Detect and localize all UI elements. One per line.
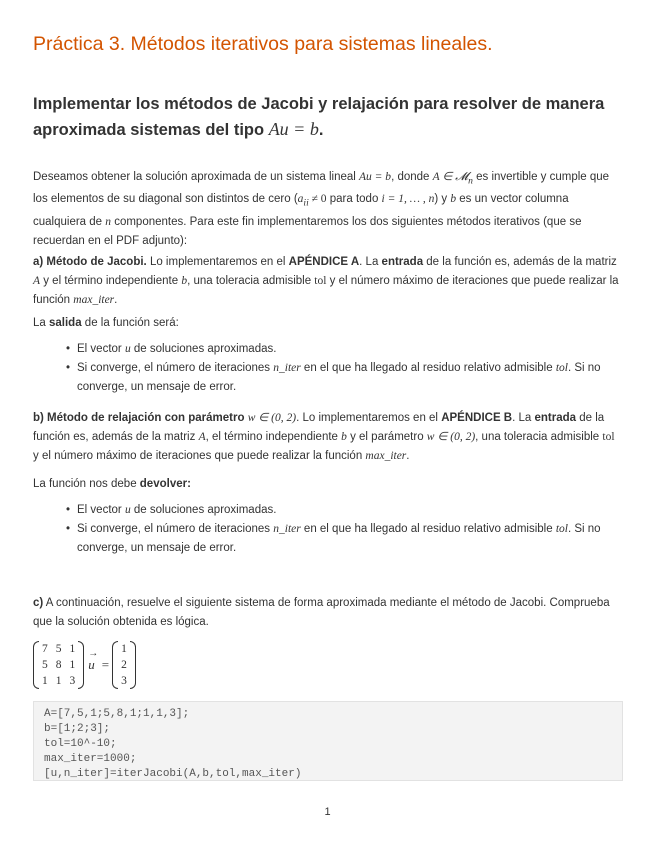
part-a-text: y el número máximo de iteraciones que puede realizar la función [33,275,619,306]
math-sub: ii [303,197,309,209]
part-b-text: . Lo implementaremos en el [296,412,442,424]
section-heading-end: . [318,121,324,139]
part-b-text: y el parámetro [346,431,427,443]
math-sub: n [468,175,473,187]
devolver-text: La función nos debe [33,478,140,490]
list-text: . Si no converge, un mensaje de error. [77,523,601,554]
part-b-label: b) Método de relajación con parámetro [33,412,248,424]
entrada-bold: entrada [381,256,424,268]
math-expr: n [105,215,111,228]
matrix-cell: 8 [55,659,62,671]
part-b-text: . La [512,412,535,424]
matrix-cell: 5 [55,643,62,655]
intro-text: para todo [326,193,382,206]
math-expr: max_iter [73,294,115,306]
list-text: en el que ha llegado al residuo relativo admisible [300,523,556,535]
entrada-bold: entrada [534,412,577,424]
math-expr: A [33,275,41,287]
matrix-cell: 1 [42,675,48,687]
matrix-cell: 7 [42,643,48,655]
devolver-paragraph [33,475,623,494]
math-expr: b [181,275,188,287]
math-expr: i = 1, … , n [381,193,435,206]
intro-text: es invertible y cumple que los elementos de su diagonal son distintos de cero ( [33,171,610,206]
list-text: de soluciones aproximadas. [130,504,277,516]
output-list-a [77,340,623,397]
part-c-paragraph [33,594,623,632]
vector-arrow-icon: → [88,648,99,659]
list-text: . Si no converge, un mensaje de error. [77,362,601,393]
appendix-a-ref: APÉNDICE A [288,256,360,268]
intro-text: ) y [434,193,451,206]
coefficient-matrix [33,641,84,689]
math-expr: max_iter [365,450,407,462]
rhs-vector [112,641,136,689]
part-a-label: a) Método de Jacobi. [33,256,147,268]
matrix-cell: 1 [69,643,76,655]
intro-text: , donde [391,171,433,183]
unknown-vector [88,648,99,673]
list-text: Si converge, el número de iteraciones [77,523,274,535]
part-c-text: A continuación, resuelve el siguiente sistema de forma aproximada mediante el método de Jacobi. Comprueba que la solución obtenida es lógica. [33,597,610,628]
math-expr: tol [602,431,615,443]
intro-paragraph [33,168,623,251]
part-b-text: y el número máximo de iteraciones que puede realizar la función [33,450,366,462]
section-heading-text: Implementar los métodos de Jacobi y relajación para resolver de manera aproximada sistemas del tipo [33,95,605,139]
list-text: El vector [77,343,125,355]
part-a-text: y el término independiente [40,275,182,287]
vector-symbol: u [88,657,95,672]
list-item [77,359,623,397]
part-b-paragraph [33,409,623,466]
devolver-bold: devolver: [139,478,191,490]
page-number: 1 [324,806,331,818]
salida-bold: salida [49,317,82,329]
list-item [77,520,623,558]
equals-sign: = [101,657,110,672]
intro-text: Deseamos obtener la solución aproximada de un sistema lineal [33,171,360,183]
part-a-text: . La [359,256,382,268]
math-expr: Au = b [359,171,392,183]
page-title: Práctica 3. Métodos iterativos para sistemas lineales. [33,33,493,55]
part-b-text: . [406,450,410,462]
math-expr: A ∈ 𝓜 [432,171,469,183]
salida-text: La [33,317,49,329]
part-a-text: . [114,294,118,306]
math-expr: w ∈ (0, 2) [426,431,476,443]
matrix-cell: 1 [55,675,62,687]
section-heading [33,92,623,143]
matrix-cell: 2 [121,659,127,671]
math-expr: tol [314,275,327,287]
linear-system [33,640,136,690]
math-expr: n_iter [273,523,301,535]
salida-paragraph [33,314,623,333]
matrix-cell: 1 [121,643,127,655]
intro-text: componentes. Para este fin implementaremos los dos siguientes métodos iterativos (que se recuerdan en el PDF adjunto): [33,215,582,247]
list-text: Si converge, el número de iteraciones [77,362,274,374]
part-b-text: , el término independiente [205,431,342,443]
math-expr: tol [555,362,568,374]
matrix-cell: 3 [69,675,76,687]
output-list-b [77,501,623,558]
appendix-b-ref: APÉNDICE B [441,412,513,424]
matrix-cell: 5 [42,659,48,671]
math-expr: w ∈ (0, 2) [247,412,297,424]
math-expr: b [450,193,457,206]
part-a-text: , una toleracia admisible [187,275,315,287]
list-text: de soluciones aproximadas. [130,343,277,355]
list-text: El vector [77,504,125,516]
part-a-text: Lo implementaremos en el [146,256,289,268]
matrix-cell: 1 [69,659,76,671]
section-heading-math: Au = b [268,119,319,139]
part-b-text: de la función es, además de la matriz [33,412,605,443]
math-expr: ≠ 0 [308,193,327,206]
math-expr: A [198,431,206,443]
intro-text: es un vector columna cualquiera de [33,193,569,228]
part-a-text: de la función es, además de la matriz [423,256,617,268]
matrix-cell: 3 [121,675,127,687]
math-expr: b [341,431,347,443]
code-block: A=[7,5,1;5,8,1;1,1,3]; b=[1;2;3]; tol=10^-10; max_iter=1000; [u,n_iter]=iterJacobi(A,b,tol,max_iter) [33,701,623,781]
math-expr: u [124,504,131,516]
salida-text: de la función será: [81,317,179,329]
part-c-label: c) [33,597,44,609]
math-expr: a [297,193,304,206]
math-expr: n_iter [273,362,301,374]
math-expr: u [124,343,131,355]
list-item [77,501,623,520]
part-b-text: , una toleracia admisible [475,431,603,443]
list-item [77,340,623,359]
math-expr: tol [555,523,568,535]
part-a-paragraph [33,253,623,310]
list-text: en el que ha llegado al residuo relativo admisible [300,362,556,374]
